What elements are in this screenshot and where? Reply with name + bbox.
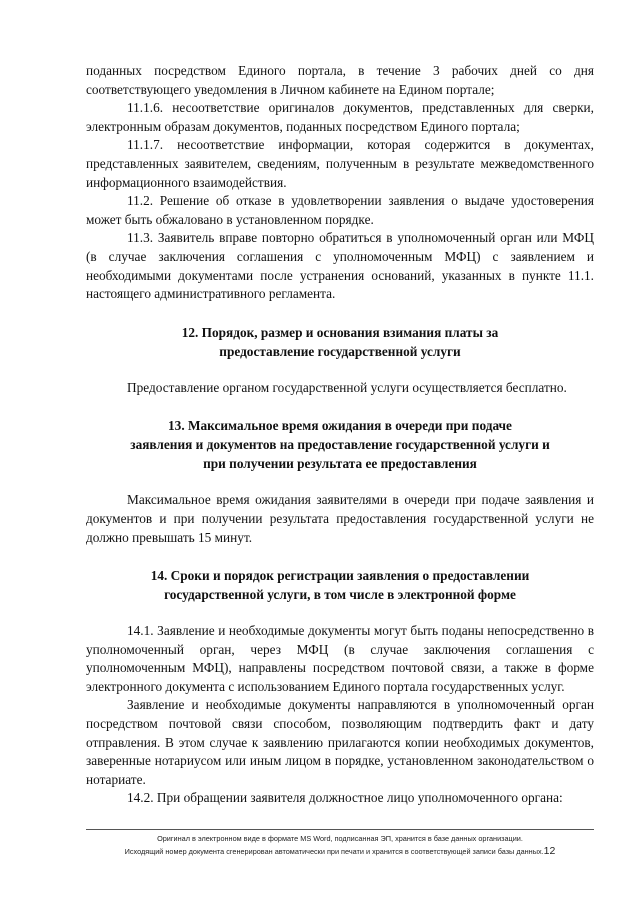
section-12-heading — [86, 323, 594, 361]
paragraph-14-1: 14.1. Заявление и необходимые документы могут быть поданы непосредственно в уполномоченный орган, через МФЦ (в случае заключения соглашения с уполномоченным МФЦ), направлены посредством почтовой связи, а также в форме электронного документа с использованием Единого портала государственных услуг. — [86, 623, 594, 694]
page-number: 12 — [543, 845, 556, 857]
section-14-heading — [86, 566, 594, 604]
footer-outgoing-number-note — [70, 845, 610, 857]
section-12-paragraph: Предоставление органом государственной услуги осуществляется бесплатно. — [127, 379, 567, 395]
paragraph-11-3: 11.3. Заявитель вправе повторно обратиться в уполномоченный орган или МФЦ (в случае заключения соглашения с уполномоченным МФЦ) с заявлением и необходимыми документами после устранения оснований, указанных в пункте 11.1. настоящего административного регламента. — [86, 230, 594, 302]
section-13-heading — [86, 416, 594, 473]
paragraph-14-1-mail: Заявление и необходимые документы направляются в уполномоченный орган посредством почтовой связи способом, позволяющим подтвердить факт и дату отправления. В этом случае к заявлению прилагаются копии необходимых документов, заверенные нотариусом или иным лицом в порядке, установленном законодательством о нотариате. — [86, 697, 594, 787]
section-14-heading-line: 14. Сроки и порядок регистрации заявления о предоставлении — [150, 568, 530, 584]
footer-outgoing-number-text: Исходящий номер документа сгенерирован автоматически при печати и хранится в соответствующей записи базы данных. — [124, 847, 544, 856]
paragraph-11-2: 11.2. Решение об отказе в удовлетворении заявления о выдаче удостоверения может быть обжаловано в установленном порядке. — [86, 193, 594, 227]
section-13-heading-line: заявления и документов на предоставление государственной услуги и — [130, 437, 550, 453]
paragraph-11-1-5-continuation: поданных посредством Единого портала, в течение 3 рабочих дней со дня соответствующего уведомления в Личном кабинете на Едином портале; — [86, 63, 594, 97]
section-13-heading-line: 13. Максимальное время ожидания в очереди при подаче — [168, 418, 512, 434]
footer-divider — [86, 829, 594, 830]
paragraph-11-1-6: 11.1.6. несоответствие оригиналов документов, представленных для сверки, электронным образам документов, поданных посредством Единого портала; — [86, 100, 594, 134]
section-13-heading-line: при получении результата ее предоставления — [203, 456, 477, 472]
section-14-heading-line: государственной услуги, в том числе в электронной форме — [164, 587, 516, 603]
document-body — [86, 62, 594, 808]
section-12-heading-line: предоставление государственной услуги — [219, 343, 461, 359]
section-13-paragraph: Максимальное время ожидания заявителями в очереди при подаче заявления и документов и при получении результата предоставления государственной услуги не должно превышать 15 минут. — [86, 492, 594, 545]
paragraph-14-2: 14.2. При обращении заявителя должностное лицо уполномоченного органа: — [127, 790, 563, 806]
section-12-heading-line: 12. Порядок, размер и основания взимания платы за — [181, 324, 499, 340]
footer-original-note: Оригинал в электронном виде в формате MS Word, подписанная ЭП, хранится в базе данных организации. — [157, 834, 523, 843]
paragraph-11-1-7: 11.1.7. несоответствие информации, которая содержится в документах, представленных заявителем, сведениям, полученным в результате межведомственного информационного взаимодействия. — [86, 137, 594, 190]
